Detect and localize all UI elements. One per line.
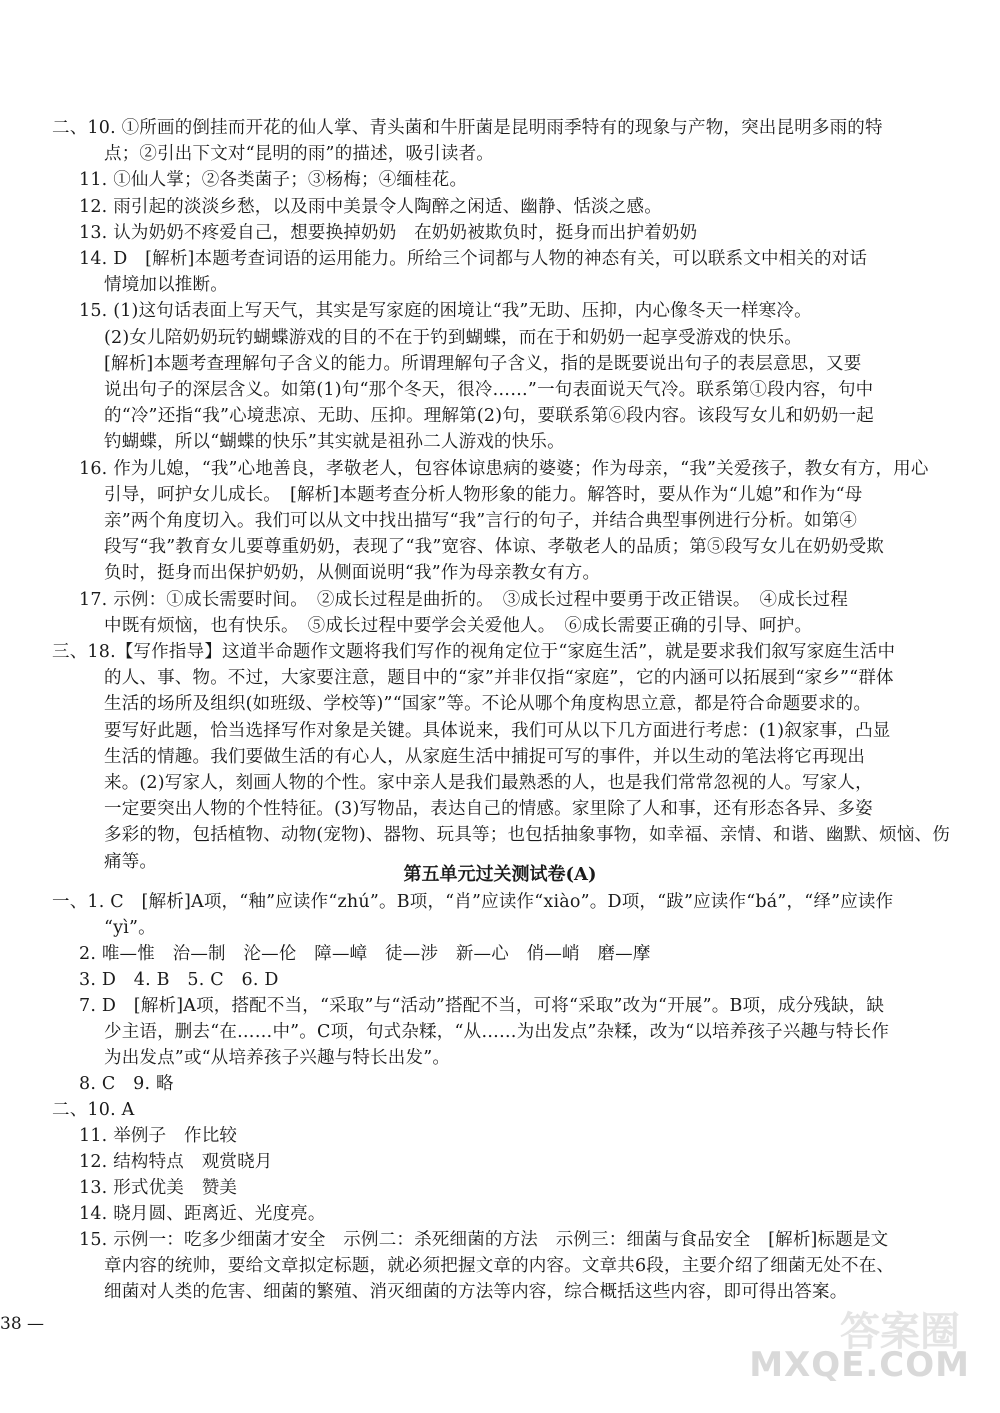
section-title: 第五单元过关测试卷(A) (403, 864, 597, 885)
line-19: 17. 示例：①成长需要时间。 ②成长过程是曲折的。 ③成长过程中要勇于改正错误。 ④成长过程 (79, 590, 849, 610)
line-17: 段写“我”教育女儿要尊重奶奶，表现了“我”宽容、体谅、孝敬老人的品质；第⑤段写女儿在奶奶受欺 (104, 537, 884, 557)
watermark-logo: 答案圈 (840, 1309, 960, 1355)
line-25: 生活的情趣。我们要做生活的有心人，从家庭生活中捕捉可写的事件，并以生动的笔法将它再现出 (104, 747, 866, 767)
line-11: 说出句子的深层含义。如第(1)句“那个冬天，很冷……”一句表面说天气冷。联系第①段内容，句中 (104, 380, 874, 400)
line-30: 一、1. C [解析]A项，“釉”应读作“zhú”。B项，“肖”应读作“xiào”。D项，“跋”应读作“bá”，“绎”应读作 (52, 892, 894, 912)
line-43: 15. 示例一：吃多少细菌才安全 示例二：杀死细菌的方法 示例三：细菌与食品安全 [解析]标题是文 (79, 1230, 889, 1250)
line-04: 12. 雨引起的淡淡乡愁，以及雨中美景令人陶醉之闲适、幽静、恬淡之感。 (79, 197, 662, 217)
line-36: 为出发点”或“从培养孩子兴趣与特长出发”。 (104, 1048, 451, 1068)
line-06: 14. D [解析]本题考查词语的运用能力。所给三个词都与人物的神态有关，可以联系文中相关的对话 (79, 249, 868, 269)
line-01: 二、10. ①所画的倒挂而开花的仙人掌、青头菌和牛肝菌是昆明雨季特有的现象与产物，突出昆明多雨的特 (52, 118, 883, 138)
line-38: 二、10. A (52, 1100, 135, 1120)
line-44: 章内容的统帅，要给文章拟定标题，就必须把握文章的内容。文章共6段，主要介绍了细菌无处不在、 (104, 1256, 895, 1276)
line-39: 11. 举例子 作比较 (79, 1126, 238, 1146)
line-31: “yì”。 (104, 918, 156, 938)
line-08: 15. (1)这句话表面上写天气，其实是写家庭的困境让“我”无助、压抑，内心像冬天一样寒冷。 (79, 301, 812, 321)
line-13: 钓蝴蝶，所以“蝴蝶的快乐”其实就是祖孙二人游戏的快乐。 (104, 432, 565, 452)
line-27: 一定要突出人物的个性特征。(3)写物品，表达自己的情感。家里除了人和事，还有形态各异、多姿 (104, 799, 873, 819)
line-23: 生活的场所及组织(如班级、学校等)”“国家”等。不论从哪个角度构思立意，都是符合命题要求的。 (104, 694, 872, 714)
line-34: 7. D [解析]A项，搭配不当，“采取”与“活动”搭配不当，可将“采取”改为“开展”。B项，成分残缺，缺 (79, 996, 885, 1016)
line-20: 中既有烦恼，也有快乐。 ⑤成长过程中要学会关爱他人。 ⑥成长需要正确的引导、呵护。 (104, 616, 813, 636)
line-10: [解析]本题考查理解句子含义的能力。所谓理解句子含义，指的是既要说出句子的表层意思，又要 (104, 354, 862, 374)
line-07: 情境加以推断。 (104, 275, 228, 295)
line-18: 负时，挺身而出保护奶奶，从侧面说明“我”作为母亲教女有方。 (104, 563, 601, 583)
line-33: 3. D 4. B 5. C 6. D (79, 970, 279, 990)
line-02: 点；②引出下文对“昆明的雨”的描述，吸引读者。 (104, 144, 494, 164)
line-29: 痛等。 (104, 852, 158, 872)
line-15: 引导，呵护女儿成长。 [解析]本题考查分析人物形象的能力。解答时，要从作为“儿媳”和作为“母 (104, 485, 863, 505)
line-37: 8. C 9. 略 (79, 1074, 174, 1094)
line-14: 16. 作为儿媳，“我”心地善良，孝敬老人，包容体谅患病的婆婆；作为母亲，“我”关爱孩子，教女有方，用心 (79, 459, 929, 479)
line-42: 14. 晓月圆、距离近、光度亮。 (79, 1204, 326, 1224)
line-35: 少主语，删去“在……中”。C项，句式杂糅，“从……为出发点”杂糅，改为“以培养孩子兴趣与特长作 (104, 1022, 890, 1042)
line-22: 的人、事、物。不过，大家要注意，题目中的“家”并非仅指“家庭”，它的内涵可以拓展到“家乡”“群体 (104, 668, 894, 688)
line-21: 三、18.【写作指导】这道半命题作文题将我们写作的视角定位于“家庭生活”，就是要求我们叙写家庭生活中 (52, 642, 896, 662)
line-16: 亲”两个角度切入。我们可以从文中找出描写“我”言行的句子，并结合典型事例进行分析。如第④ (104, 511, 858, 531)
line-28: 多彩的物，包括植物、动物(宠物)、器物、玩具等；也包括抽象事物，如幸福、亲情、和谐、幽默、烦恼、伤 (104, 825, 950, 845)
line-12: 的“冷”还指“我”心境悲凉、无助、压抑。理解第(2)句，要联系第⑥段内容。该段写女儿和奶奶一起 (104, 406, 874, 426)
watermark-text: MXQE.COM (749, 1345, 970, 1385)
line-41: 13. 形式优美 赞美 (79, 1178, 238, 1198)
line-09: (2)女儿陪奶奶玩钓蝴蝶游戏的目的不在于钓到蝴蝶，而在于和奶奶一起享受游戏的快乐。 (104, 328, 802, 348)
line-24: 要写好此题，恰当选择写作对象是关键。具体说来，我们可从以下几方面进行考虑：(1)叙家事，凸显 (104, 721, 891, 741)
page-number: 38 — (0, 1314, 45, 1334)
line-40: 12. 结构特点 观赏晓月 (79, 1152, 273, 1172)
line-45: 细菌对人类的危害、细菌的繁殖、消灭细菌的方法等内容，综合概括这些内容，即可得出答案。 (104, 1282, 848, 1302)
line-05: 13. 认为奶奶不疼爱自己，想要换掉奶奶 在奶奶被欺负时，挺身而出护着奶奶 (79, 223, 698, 243)
line-26: 来。(2)写家人，刻画人物的个性。家中亲人是我们最熟悉的人，也是我们常常忽视的人。写家人， (104, 773, 873, 793)
line-32: 2. 唯—惟 治—制 沦—伦 障—嶂 徒—涉 新—心 俏—峭 磨—摩 (79, 944, 651, 964)
line-03: 11. ①仙人掌；②各类菌子；③杨梅；④缅桂花。 (79, 170, 468, 190)
